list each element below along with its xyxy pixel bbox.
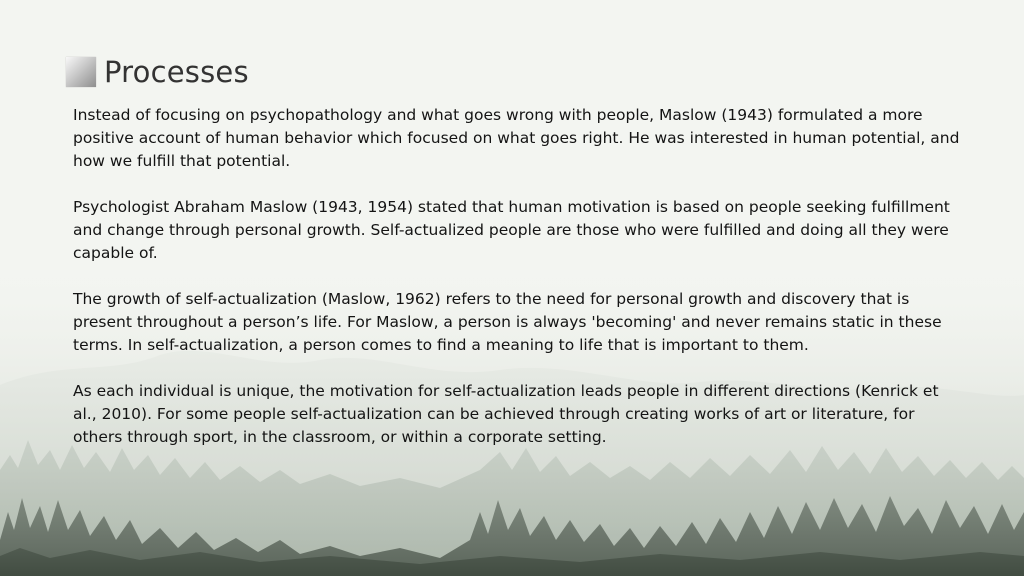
title-bullet-square [66, 57, 96, 87]
paragraph-4: As each individual is unique, the motivation for self-actualization leads people in different directions (Kenrick et al., 2010). For some people self-actualization can be achieved through creating works of art or literature, for others through sport, in the classroom, or within a corporate setting. [73, 382, 939, 446]
slide-title: Processes [104, 55, 249, 89]
paragraph-3: The growth of self-actualization (Maslow, 1962) refers to the need for personal growth and discovery that is present throughout a person’s life. For Maslow, a person is always 'becoming' and never remains static in these terms. In self-actualization, a person comes to find a meaning to life that is important to them. [73, 290, 942, 354]
slide-body [73, 104, 963, 472]
title-row [66, 55, 249, 89]
paragraph-1: Instead of focusing on psychopathology and what goes wrong with people, Maslow (1943) formulated a more positive account of human behavior which focused on what goes right. He was interested in human potential, and how we fulfill that potential. [73, 106, 960, 170]
paragraph-2: Psychologist Abraham Maslow (1943, 1954) stated that human motivation is based on people seeking fulfillment and change through personal growth. Self-actualized people are those who were fulfilled and doing all they were capable of. [73, 198, 950, 262]
